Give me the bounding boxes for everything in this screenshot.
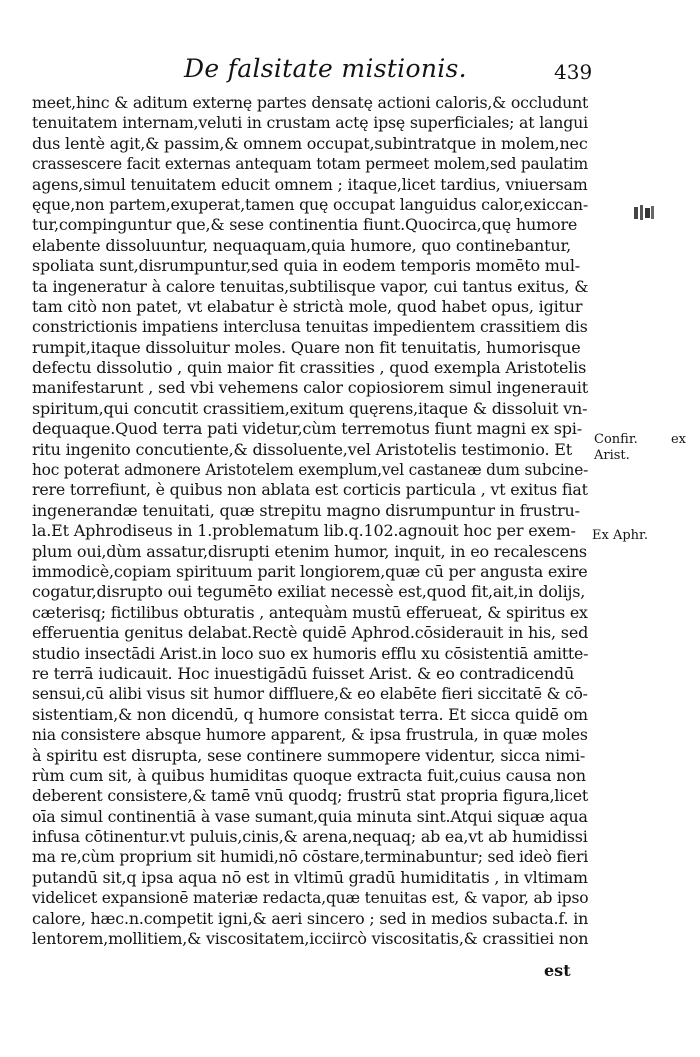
text-line: agens,simul tenuitatem educit omnem ; itaque,licet tardius, vniuersam [32, 174, 588, 194]
text-line: calore, hæc.n.competit igni,& aeri sincero ; sed in medios subacta.f. in [32, 908, 589, 928]
text-line: dus lentè agit,& passim,& omnem occupat,subintratque in molem,nec [32, 133, 588, 153]
catchword: est [544, 961, 571, 980]
text-line: ingenerandæ tenuitati, quæ strepitu magno disrumpuntur in frustru- [32, 500, 580, 520]
text-line: deberent consistere,& tamē vnū quodq; frustrū stat propria figura,licet [32, 786, 588, 806]
text-line: re terrā iudicauit. Hoc inuestigādū fuisset Arist. & eo contradicendū [32, 663, 575, 683]
text-line: ma re,cùm proprium sit humidi,nō cōstare,terminabuntur; sed ideò fieri [32, 847, 589, 867]
text-line: ritu ingenito concutiente,& dissoluente,vel Aristotelis testimonio. Et [32, 439, 572, 459]
text-line: dequaque.Quod terra pati videtur,cùm terremotus fiunt magni ex spi- [32, 419, 582, 439]
text-line: immodicè,copiam spirituum parit longiorem,quæ cū per angusta exire [32, 561, 588, 581]
text-line: rere torrefiunt, è quibus non ablata est corticis particula , vt exitus fiat [32, 480, 588, 500]
text-line: la.Et Aphrodiseus in 1.problematum lib.q.102.agnouit hoc per exem- [32, 521, 576, 541]
margin-note-word: Arist. [594, 448, 630, 463]
text-line: manifestarunt , sed vbi vehemens calor copiosiorem simul ingenerauit [32, 378, 588, 398]
text-line: meet,hinc & aditum externę partes densatę actioni caloris,& occludunt [32, 93, 589, 112]
text-line: ęque,non partem,exuperat,tamen quę occupat languidus calor,exiccan- [32, 194, 589, 214]
text-line: plum oui,dùm assatur,disrupti etenim humor, inquit, in eo recalescens [32, 541, 587, 561]
margin-note-aphrodisias: Ex Aphr. [592, 528, 648, 543]
text-line: videlicet expansionē materiæ redacta,quæ tenuitas est, & vapor, ab ipso [32, 888, 589, 908]
text-line: efferuentia genitus delabat.Rectè quidē Aphrod.cōsiderauit in his, sed [32, 623, 589, 643]
margin-note-confirmation [594, 432, 686, 464]
text-line: putandū sit,q ipsa aqua nō est in vltimū gradū humiditatis , in vltimam [32, 867, 588, 887]
text-line: tenuitatem internam,veluti in crustam actę ipsę superficiales; at langui [32, 113, 588, 133]
text-line: rùm cum sit, à quibus humiditas quoque extracta fuit,cuius causa non [32, 765, 586, 785]
text-line: elabente dissoluuntur, nequaquam,quia humore, quo continebantur, [32, 235, 572, 255]
text-line: crassescere facit externas antequam totam permeet molem,sed paulatim [32, 154, 588, 174]
text-line: spoliata sunt,disrumpuntur,sed quia in eodem temporis momēto mul- [32, 256, 580, 276]
text-line: cæterisq; fictilibus obturatis , antequàm mustū efferueat, & spiritus ex [32, 602, 588, 622]
text-line: sensui,cū alibi visus sit humor diffluere,& eo elabēte fieri siccitatē & cō- [32, 684, 588, 704]
text-line: ta ingeneratur à calore tenuitas,subtilisque vapor, cui tantus exitus, & [32, 276, 589, 296]
margin-note-word: ex [670, 432, 686, 447]
text-line: lentorem,mollitiem,& viscositatem,icciircò viscositatis,& crassitiei non [32, 929, 589, 949]
text-line: tur,compinguntur que,& sese continentia fiunt.Quocirca,quę humore [32, 215, 578, 235]
text-line: hoc poterat admonere Aristotelem exemplum,vel castaneæ dum subcine- [32, 460, 589, 480]
page-number: 439 [554, 60, 593, 84]
ink-blot-mark [632, 202, 658, 224]
text-line: defectu dissolutio , quin maior fit crassities , quod exempla Aristotelis [32, 358, 587, 378]
text-line: sistentiam,& non dicendū, q humore consistat terra. Et sicca quidē om [32, 704, 588, 724]
text-line: oīa simul continentiā à vase sumant,quia minuta sint.Atqui siquæ aqua [32, 806, 588, 826]
margin-note-word: Confir. [594, 432, 638, 447]
text-line: spiritum,qui concutit crassitiem,exitum quęrens,itaque & dissoluit vn- [32, 398, 588, 418]
text-line: rumpit,itaque dissoluitur moles. Quare non fit tenuitatis, humorisque [32, 337, 581, 357]
text-line: nia consistere absque humore apparent, & ipsa frustrula, in quæ moles [32, 725, 588, 745]
text-line: cogatur,disrupto oui tegumēto exiliat necessè est,quod fit,ait,in dolijs, [32, 582, 586, 602]
text-line: studio insectādi Arist.in loco suo ex humoris efflu xu cōsistentiā amitte- [32, 643, 589, 663]
text-line: à spiritu est disrupta, sese continere summopere videntur, sicca nimi- [32, 745, 586, 765]
main-text-block [32, 93, 588, 949]
text-line: constrictionis impatiens interclusa tenuitas impedientem crassitiem dis [32, 317, 588, 337]
text-line: tam citò non patet, vt elabatur è strictà mole, quod habet opus, igitur [32, 296, 583, 316]
running-title: De falsitate mistionis. [184, 54, 467, 83]
text-line: infusa cōtinentur.vt puluis,cinis,& arena,nequaq; ab ea,vt ab humidissi [32, 827, 588, 847]
